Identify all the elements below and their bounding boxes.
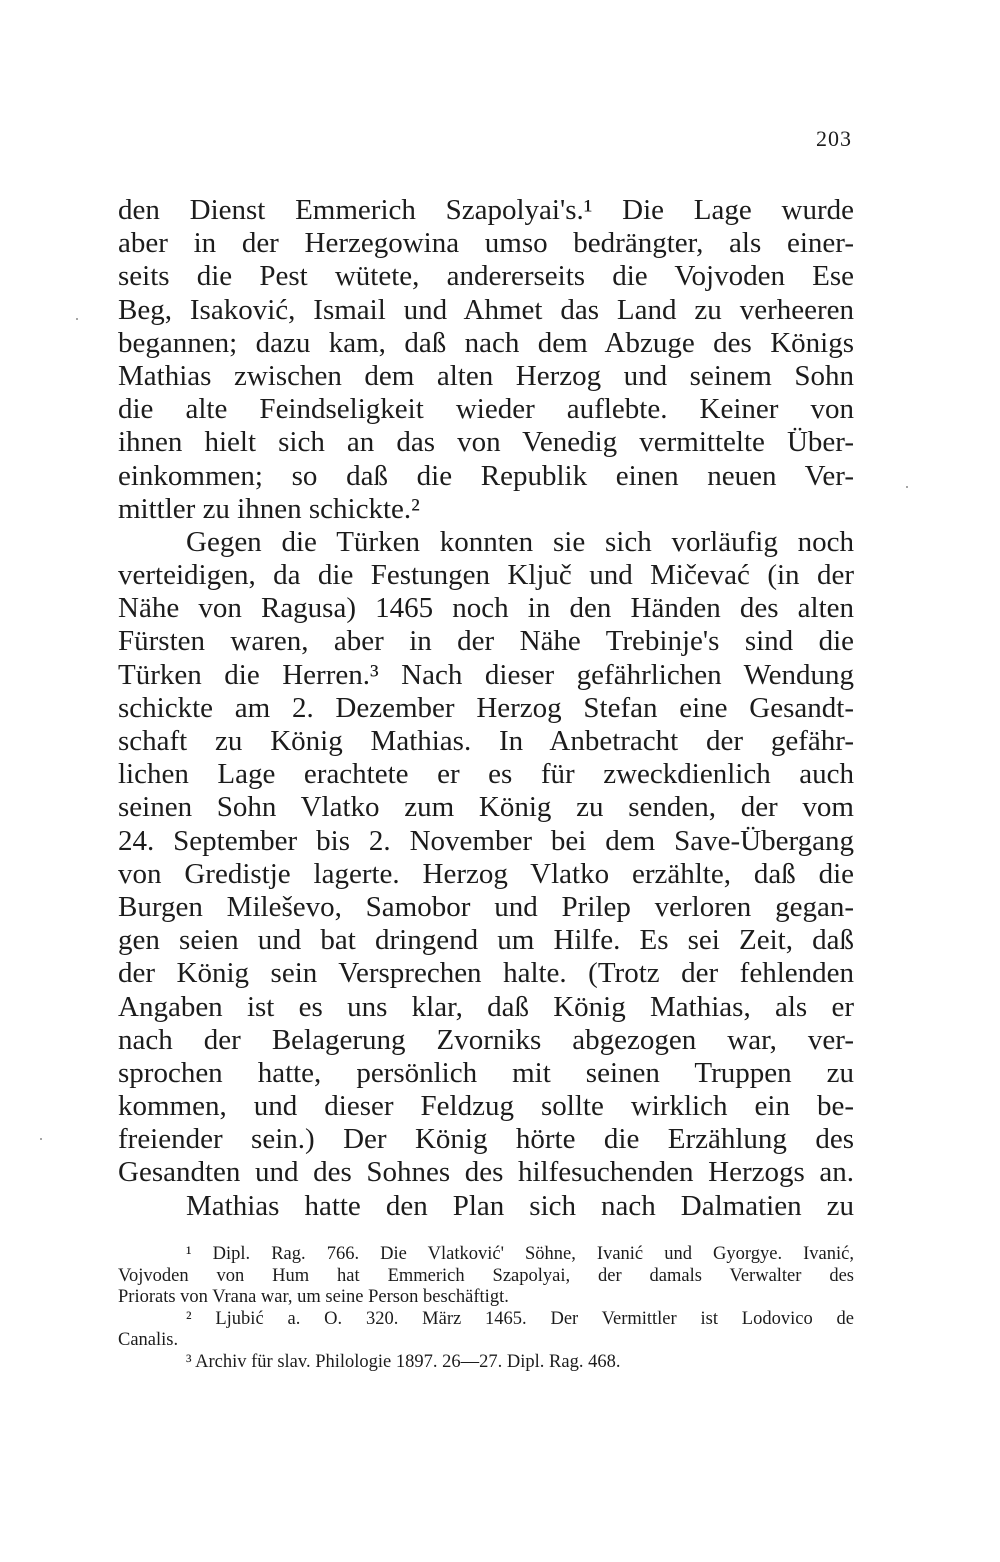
text-line: Fürsten waren, aber in der Nähe Trebinje's sind die [118,625,854,658]
scan-speck [76,318,78,320]
text-line: seits die Pest wütete, andererseits die Vojvoden Ese [118,260,854,293]
text-line: mittler zu ihnen schickte.² [118,492,420,525]
text-line: ihnen hielt sich an das von Venedig vermittelte Über- [118,426,854,459]
text-line: Mathias zwischen dem alten Herzog und seinem Sohn [118,359,854,392]
text-line: die alte Feindseligkeit wieder auflebte. Keiner von [118,393,854,426]
text-line: den Dienst Emmerich Szapolyai's.¹ Die Lage wurde [118,194,854,226]
text-line: Türken die Herren.³ Nach dieser gefährlichen Wendung [118,658,854,691]
text-line: Nähe von Ragusa) 1465 noch in den Händen des alten [118,592,854,625]
text-line: schaft zu König Mathias. In Anbetracht der gefähr- [118,725,854,757]
footnote-2-line: ² Ljubić a. O. 320. März 1465. Der Vermittler ist Lodovico de [186,1308,854,1329]
scan-speck [906,486,908,488]
text-line: sprochen hatte, persönlich mit seinen Truppen zu [118,1056,854,1089]
text-line: kommen, und dieser Feldzug sollte wirklich ein be- [118,1090,854,1123]
text-line: von Gredistje lagerte. Herzog Vlatko erzählte, daß die [118,857,854,890]
page-number: 203 [816,126,852,151]
text-line: Beg, Isaković, Ismail und Ahmet das Land zu verheeren [118,293,854,326]
text-line: seinen Sohn Vlatko zum König zu senden, der vom [118,791,854,824]
text-line: lichen Lage erachtete er es für zweckdienlich auch [118,758,854,791]
footnote-2-line: Canalis. [118,1330,179,1350]
footnote-1-line: Vojvoden von Hum hat Emmerich Szapolyai, der damals Verwalter des [118,1265,854,1286]
paragraph-start-line: Mathias hatte den Plan sich nach Dalmatien zu [186,1189,854,1222]
footnote-1-line: Priorats von Vrana war, um seine Person beschäftigt. [118,1287,509,1307]
text-line: Burgen Mileševo, Samobor und Prilep verloren gegan- [118,890,854,923]
text-line: nach der Belagerung Zvorniks abgezogen war, ver- [118,1023,854,1056]
text-line: Angaben ist es uns klar, daß König Mathias, als er [118,990,854,1023]
text-line: begannen; dazu kam, daß nach dem Abzuge des Königs [118,326,854,359]
footnote-1-line: ¹ Dipl. Rag. 766. Die Vlatković' Söhne, Ivanić und Gyorgye. Ivanić, [186,1244,854,1264]
main-text [118,194,854,1223]
text-line: 24. September bis 2. November bei dem Save-Übergang [118,824,854,857]
paragraph-start-line: Gegen die Türken konnten sie sich vorläufig noch [186,525,854,558]
footnote-3-line: ³ Archiv für slav. Philologie 1897. 26—27. Dipl. Rag. 468. [186,1351,621,1372]
text-line: schickte am 2. Dezember Herzog Stefan eine Gesandt- [118,691,854,724]
text-line: aber in der Herzegowina umso bedrängter, als einer- [118,227,854,260]
text-line: Gesandten und des Sohnes des hilfesuchenden Herzogs an. [118,1156,854,1189]
footnotes [118,1244,854,1373]
text-line: verteidigen, da die Festungen Ključ und Mičevać (in der [118,559,854,592]
text-line: der König sein Versprechen halte. (Trotz der fehlenden [118,957,854,990]
text-line: freiender sein.) Der König hörte die Erzählung des [118,1123,854,1156]
scan-speck [40,1138,42,1140]
text-line: gen seien und bat dringend um Hilfe. Es sei Zeit, daß [118,924,854,957]
text-line: einkommen; so daß die Republik einen neuen Ver- [118,459,854,492]
